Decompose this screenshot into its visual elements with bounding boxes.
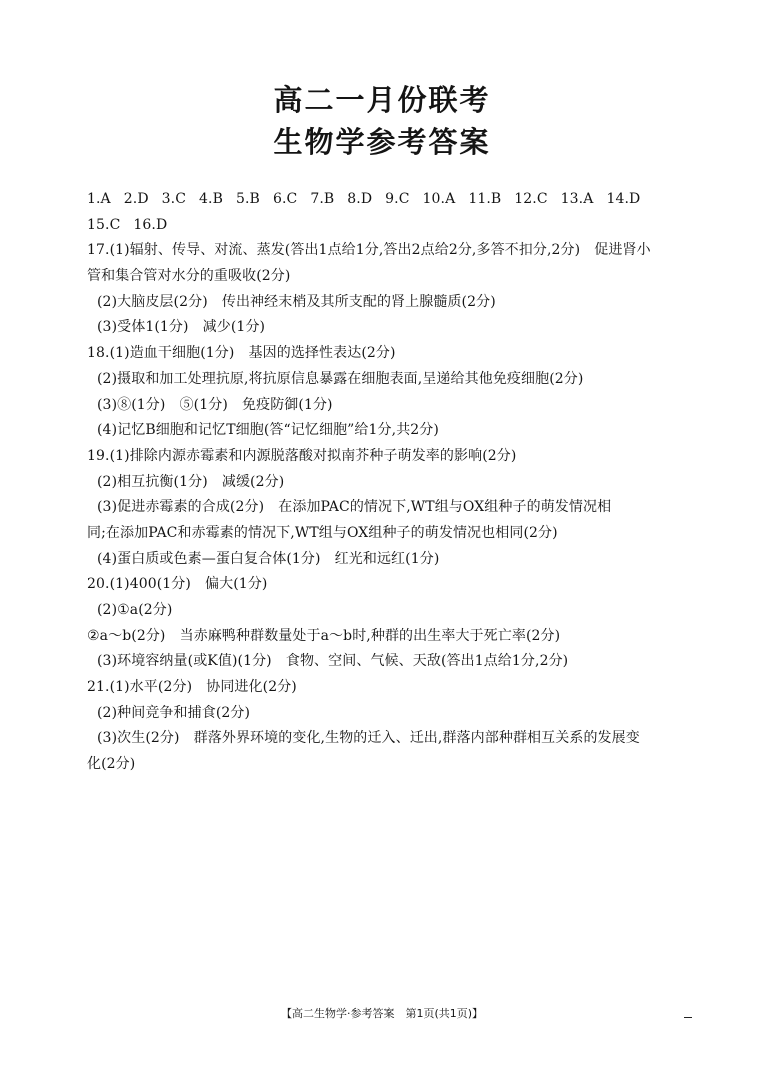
q20-line: (2)①a(2分): [97, 602, 173, 618]
q19-line: 同;在添加PAC和赤霉素的情况下,WT组与OX组种子的萌发情况也相同(2分): [87, 524, 558, 541]
mc-answer: 11.B: [468, 191, 502, 207]
q17-line: 17.(1)辐射、传导、对流、蒸发(答出1点给1分,答出2点给2分,多答不扣分,2分) 促进肾小: [87, 242, 651, 259]
q19-line: (3)促进赤霉素的合成(2分) 在添加PAC的情况下,WT组与OX组种子的萌发情况相: [97, 499, 612, 516]
mc-answer: 8.D: [347, 191, 373, 207]
mc-answer: 6.C: [272, 191, 298, 207]
mc-answer: 7.B: [310, 191, 335, 207]
q21-line: 21.(1)水平(2分) 协同进化(2分): [87, 679, 297, 696]
q18-line: 18.(1)造血干细胞(1分) 基因的选择性表达(2分): [87, 345, 396, 362]
q17-line: (3)受体1(1分) 减少(1分): [97, 319, 266, 336]
page-footer: 【高二生物学·参考答案 第1页(共1页)】: [280, 1007, 484, 1020]
page-title: 高二一月份联考: [273, 83, 491, 117]
q20-line: ②a～b(2分) 当赤麻鸭种群数量处于a～b时,种群的出生率大于死亡率(2分): [87, 627, 561, 644]
q20-line: 20.(1)400(1分) 偏大(1分): [87, 576, 268, 593]
q21-line: (2)种间竞争和捕食(2分): [97, 704, 251, 721]
mc-answer: 4.B: [199, 191, 223, 207]
mc-answer: 12.C: [514, 191, 548, 207]
q18-line: (2)摄取和加工处理抗原,将抗原信息暴露在细胞表面,呈递给其他免疫细胞(2分): [97, 370, 584, 387]
q18-line: (4)记忆B细胞和记忆T细胞(答“记忆细胞”给1分,共2分): [97, 422, 439, 439]
q17-line: 管和集合管对水分的重吸收(2分): [87, 268, 291, 285]
q20-line: (3)环境容纳量(或K值)(1分) 食物、空间、气候、天敌(答出1点给1分,2分): [97, 653, 569, 670]
mc-answers-row-2: [87, 213, 697, 239]
mc-answer: 5.B: [236, 191, 260, 207]
answer-body: [87, 187, 697, 778]
mc-answer: 2.D: [123, 191, 149, 207]
mc-answer: 10.A: [422, 191, 456, 207]
q19-line: (4)蛋白质或色素—蛋白复合体(1分) 红光和远红(1分): [97, 550, 440, 567]
q17-line: (2)大脑皮层(2分) 传出神经末梢及其所支配的肾上腺髓质(2分): [97, 293, 496, 310]
page-subtitle: 生物学参考答案: [273, 125, 491, 159]
q19-line: (2)相互抗衡(1分) 减缓(2分): [97, 473, 285, 490]
corner-mark: [684, 1017, 692, 1018]
mc-answer: 13.A: [560, 191, 594, 207]
mc-answers-row-1: [87, 187, 697, 213]
mc-answer: 15.C: [87, 216, 121, 233]
mc-answer: 1.A: [87, 191, 111, 207]
q21-line: 化(2分): [87, 756, 136, 773]
q19-line: 19.(1)排除内源赤霉素和内源脱落酸对拟南芥种子萌发率的影响(2分): [87, 447, 517, 464]
mc-answer: 14.D: [606, 191, 641, 207]
q18-line: (3)⑧(1分) ⑤(1分) 免疫防御(1分): [97, 396, 333, 413]
mc-answer: 9.C: [385, 191, 410, 207]
mc-answer: 3.C: [161, 191, 187, 207]
mc-answer: 16.D: [133, 216, 168, 233]
q21-line: (3)次生(2分) 群落外界环境的变化,生物的迁入、迁出,群落内部种群相互关系的发展变: [97, 730, 640, 747]
